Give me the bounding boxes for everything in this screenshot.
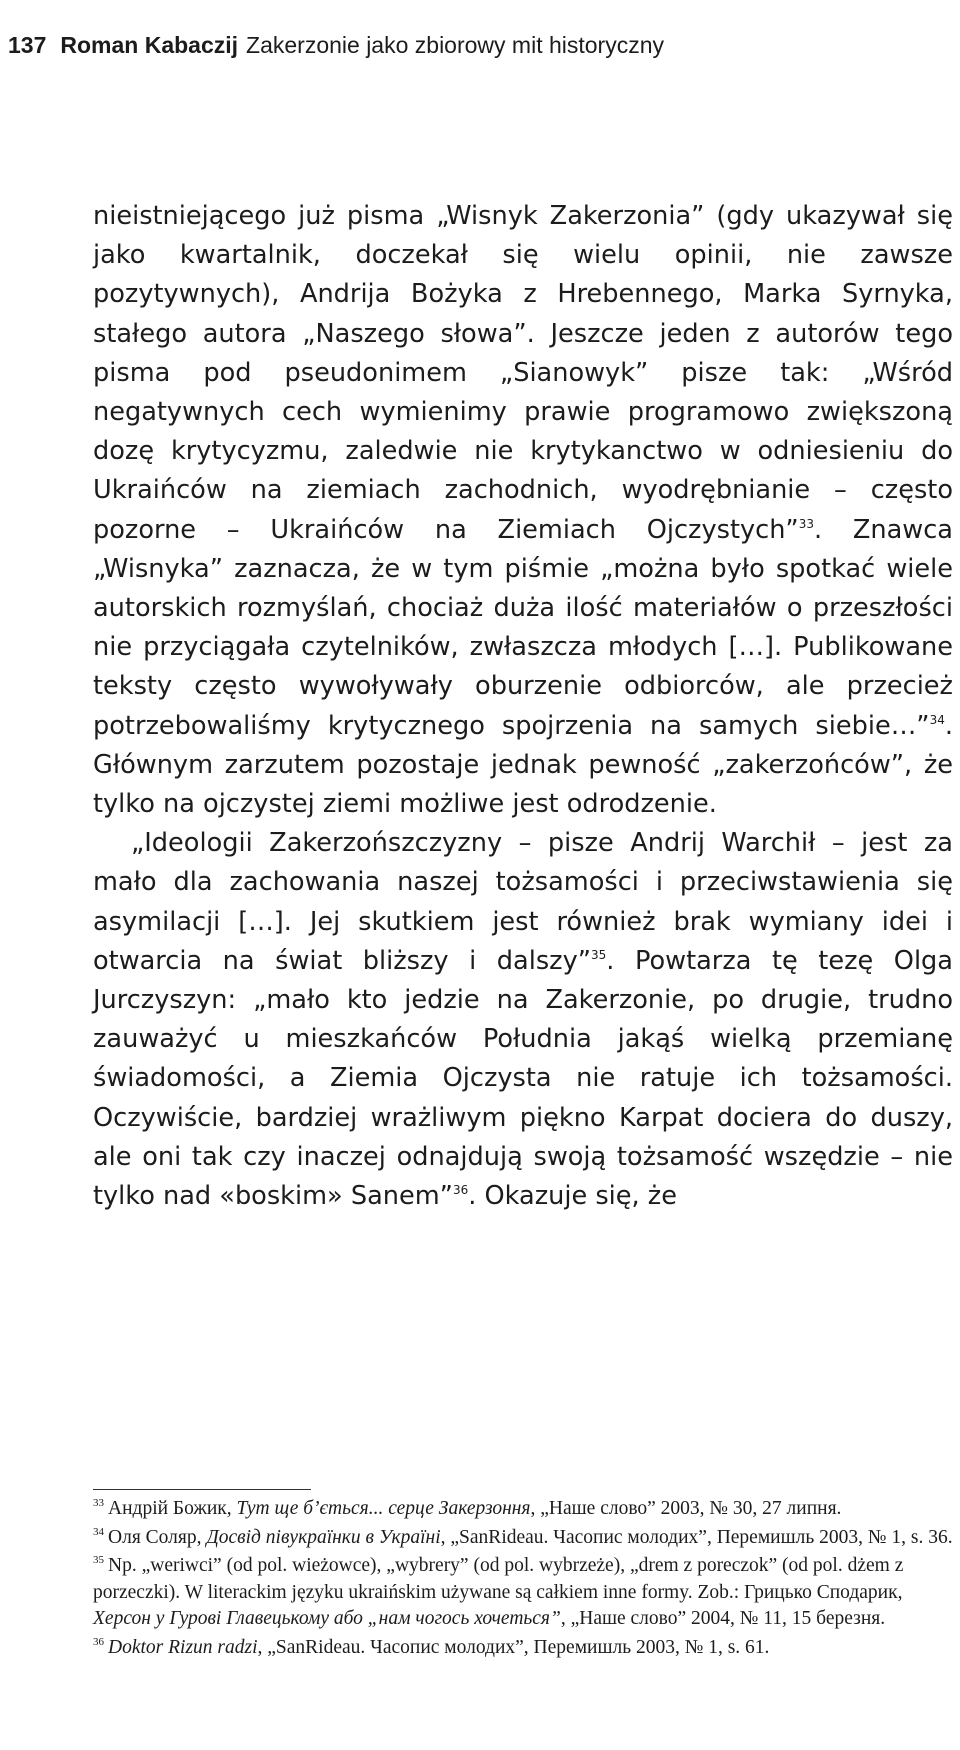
paragraph-text: . Okazuje się, że [468, 1181, 677, 1212]
footnote-text: Оля Соляр, [108, 1526, 207, 1548]
header-title: Zakerzonie jako zbiorowy mit historyczny [246, 32, 665, 58]
footnote-ref: 35 [591, 947, 607, 962]
footnote-number: 33 [93, 1497, 104, 1509]
header-author: Roman Kabaczij [60, 32, 239, 58]
footnote [93, 1525, 953, 1552]
footnote-title: Досвід півукраїнки в Україні [206, 1526, 441, 1548]
footnote-text: , „Наше слово” 2003, № 30, 27 липня. [530, 1498, 842, 1519]
running-header [8, 32, 664, 59]
footnote-ref: 36 [452, 1183, 469, 1198]
footnote-text: , „Наше слово” 2004, № 11, 15 березня. [560, 1608, 886, 1629]
paragraph-text: . Znawca „Wisnyka” zaznacza, że w tym piśmie „można było spotkać wiele autorskich rozmyślań, chociaż duża ilość materiałów o przeszłości nie przyciągała czytelników, zwłaszcza młodych […]. Publikowane teksty często wywoływały oburzenie odbiorców, ale przecież potrzebowaliśmy krytycznego spojrzenia na samych siebie…” [93, 514, 953, 741]
footnote-separator [93, 1489, 311, 1490]
footnote-number: 35 [93, 1554, 104, 1566]
page-number: 137 [8, 32, 47, 58]
footnote-ref: 33 [798, 516, 814, 531]
footnote-text: Андрій Божик, [108, 1498, 237, 1519]
paragraph [93, 824, 953, 1216]
paragraph-text: nieistniejącego już pisma „Wisnyk Zakerzonia” (gdy ukazywał się jako kwartalnik, doczekał się wielu opinii, nie zawsze pozytywnych), Andrija Bożyka z Hrebennego, Marka Syrnyka, stałego autora „Naszego słowa”. Jeszcze jeden z autorów tego pisma pod pseudonimem „Sianowyk” pisze tak: „Wśród negatywnych cech wymienimy prawie programowo zwiększoną dozę krytycyzmu, zaledwie nie krytykanctwo w odniesieniu do Ukraińców na ziemiach zachodnich, wyodrębnianie – często pozorne – Ukraińców na Ziemiach Ojczystych” [93, 201, 953, 545]
main-text [93, 197, 953, 1216]
footnote-text: Np. „weriwci” (od pol. wieżowce), „wybrery” (od pol. wybrzeże), „drem z poreczok” (od pol. dżem z porzeczki). W literackim języku ukraińskim używane są całkiem inne formy. Zob.: Грицько Сподарик, [93, 1555, 904, 1603]
footnote-ref: 34 [929, 712, 945, 727]
footnote-text: , „SanRideau. Часопис молодих”, Перемишль 2003, № 1, s. 36. [440, 1526, 953, 1548]
footnote-number: 34 [93, 1525, 104, 1538]
paragraph-text: . Głównym zarzutem pozostaje jednak pewność „zakerzońców”, że tylko na ojczystej ziemi możliwe jest odrodzenie. [93, 710, 953, 820]
footnote-number: 36 [93, 1635, 104, 1648]
footnote [93, 1635, 953, 1662]
footnote-title: Тут ще б’ється... серце Закерзоння [236, 1498, 531, 1519]
footnote-title: Херсон у Гурові Главецькому або „нам чогось хочеться” [93, 1608, 561, 1629]
footnote-text: , „SanRideau. Часопис молодих”, Перемишль 2003, № 1, s. 61. [257, 1636, 770, 1658]
footnote-title: Doktor Rizun radzi [108, 1636, 258, 1658]
paragraph-text: „Ideologii Zakerzońszczyzny – pisze Andrij Warchił – jest za mało dla zachowania naszej tożsamości i przeciwstawienia się asymilacji […]. Jej skutkiem jest również brak wymiany idei i otwarcia na świat bliższy i dalszy” [93, 828, 953, 976]
footnotes [93, 1496, 953, 1663]
paragraph-text: . Powtarza tę tezę Olga Jurczyszyn: „mało kto jedzie na Zakerzonie, po drugie, trudno zauważyć u mieszkańców Południa jakąś wielką przemianę świadomości, a Ziemia Ojczysta nie ratuje ich tożsamości. Oczywiście, bardziej wrażliwym piękno Karpat dociera do duszy, ale oni tak czy inaczej odnajdują swoją tożsamość wszędzie – nie tylko nad «boskim» Sanem” [93, 945, 953, 1212]
paragraph [93, 197, 953, 824]
footnote [93, 1553, 953, 1633]
footnote [93, 1496, 953, 1523]
